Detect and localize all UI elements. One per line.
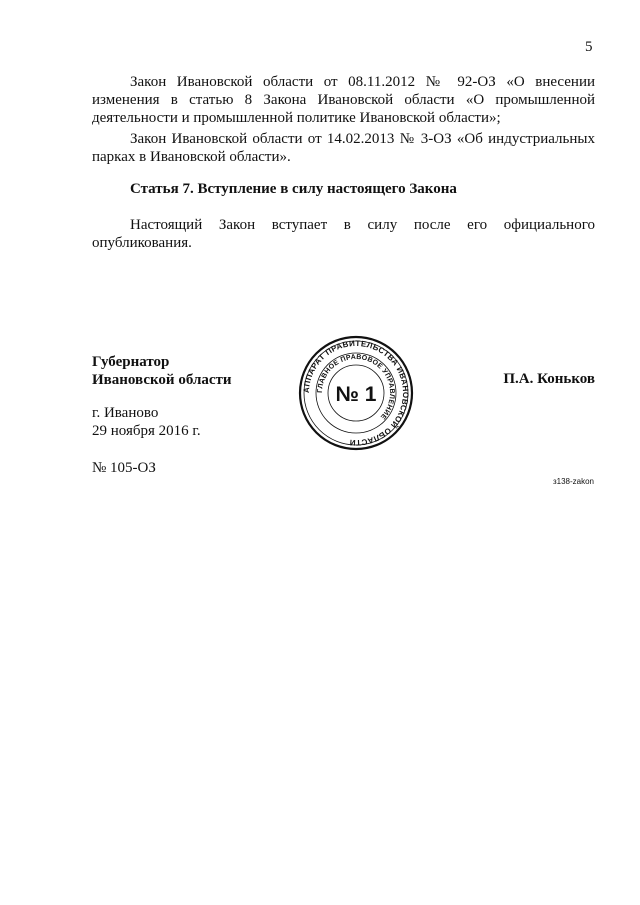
article-heading: Статья 7. Вступление в силу настоящего Закона — [130, 181, 457, 197]
stamp-inner-text: ГЛАВНОЕ ПРАВОВОЕ УПРАВЛЕНИЕ — [316, 353, 396, 421]
paragraph-law-2012-text: Закон Ивановской области от 08.11.2012 № 92-ОЗ «О внесении изменения в статью 8 Закона Ивановской области «О промышленной деятельности и промышленной политике Ивановской области»; — [92, 74, 595, 126]
paragraph-entry-into-force — [92, 216, 595, 252]
file-reference: з138-zakon — [552, 477, 594, 486]
entry-into-force-line-2: опубликования. — [92, 235, 192, 251]
signatory-name: П.А. Коньков — [503, 371, 595, 387]
signatory-title-line-1: Губернатор — [92, 354, 170, 370]
city: г. Иваново — [92, 405, 159, 421]
page-number: 5 — [585, 39, 593, 55]
official-seal-stamp — [296, 333, 416, 453]
paragraph-law-2012 — [92, 73, 595, 127]
paragraph-law-2013 — [92, 130, 595, 166]
entry-into-force-line-1-text: Настоящий Закон вступает в силу после его официального — [130, 217, 595, 233]
law-number: № 105-ОЗ — [92, 460, 156, 476]
entry-into-force-line-1 — [92, 216, 595, 234]
paragraph-law-2013-text: Закон Ивановской области от 14.02.2013 № 3-ОЗ «Об индустриальных парках в Ивановской области». — [92, 131, 595, 165]
stamp-outer-text: АППАРАТ ПРАВИТЕЛЬСТВА ИВАНОВСКОЙ ОБЛАСТИ — [301, 338, 411, 448]
signing-date: 29 ноября 2016 г. — [92, 423, 201, 439]
place-and-date — [92, 404, 201, 440]
stamp-number: № 1 — [335, 383, 377, 406]
signatory-title-line-2: Ивановской области — [92, 372, 232, 388]
signatory-title — [92, 353, 232, 389]
